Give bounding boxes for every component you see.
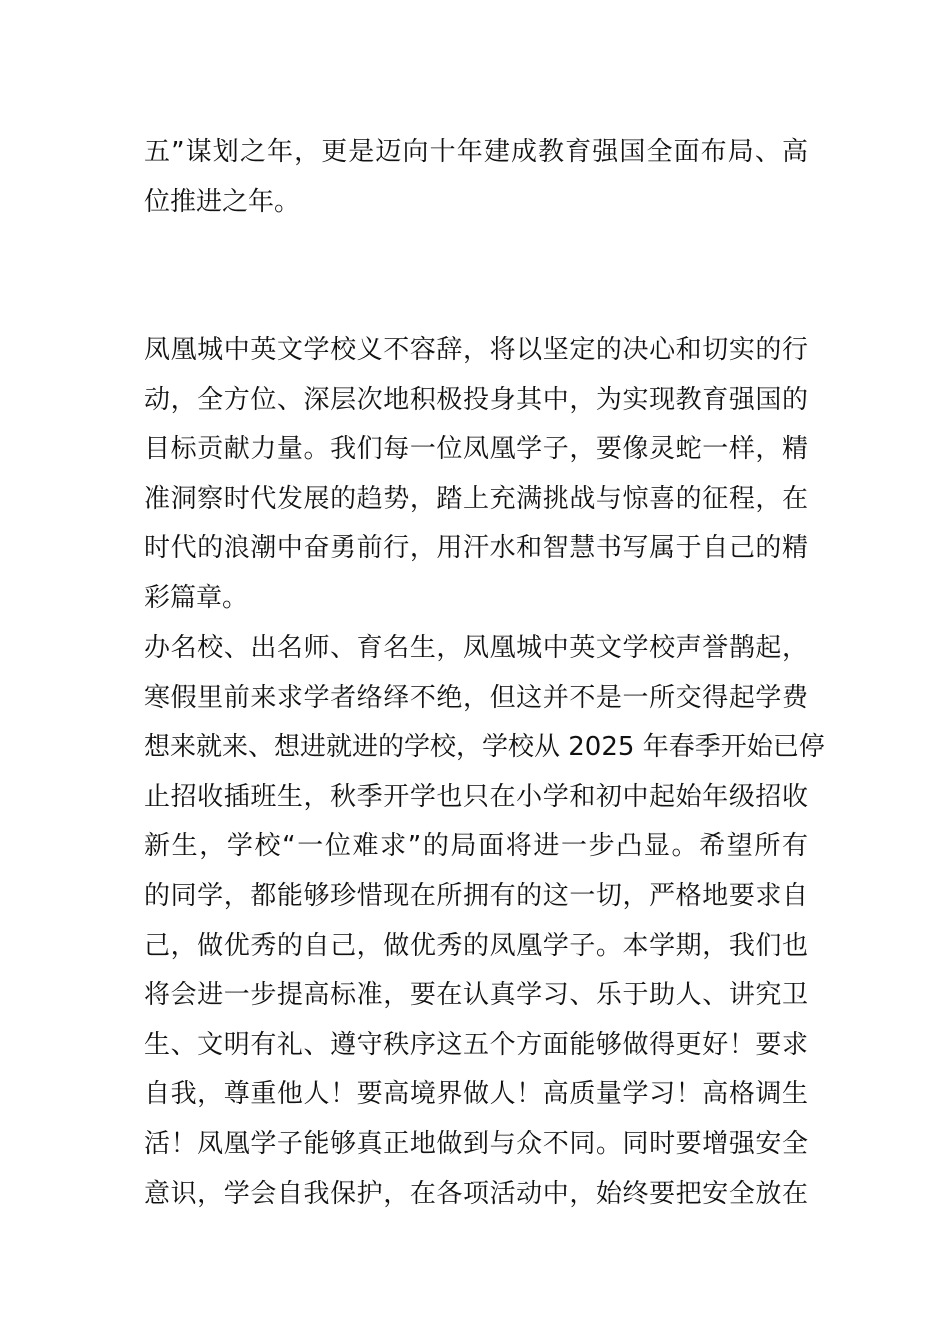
text-line: 凤凰城中英文学校义不容辞，将以坚定的决心和切实的行: [144, 335, 808, 365]
text-line: 位推进之年。: [144, 186, 301, 217]
text-line: 五”谋划之年，更是迈向十年建成教育强国全面布局、高: [144, 137, 808, 167]
text-line: 新生，学校“一位难求”的局面将进一步凸显。希望所有: [144, 831, 808, 862]
text-line: 寒假里前来求学者络绎不绝，但这并不是一所交得起学费: [144, 682, 808, 713]
text-line: 时代的浪潮中奋勇前行，用汗水和智慧书写属于自己的精: [144, 533, 808, 564]
text-line: 动，全方位、深层次地积极投身其中，为实现教育强国的: [144, 384, 808, 415]
text-line: 活！凤凰学子能够真正地做到与众不同。同时要增强安全: [144, 1128, 808, 1159]
paragraph-1: [144, 128, 808, 227]
text-line: 意识，学会自我保护，在各项活动中，始终要把安全放在: [144, 1178, 808, 1209]
text-line: 止招收插班生，秋季开学也只在小学和初中起始年级招收: [144, 781, 808, 812]
paragraph-3: [144, 624, 825, 1219]
text-line: 想来就来、想进就进的学校，学校从 2025 年春季开始已停: [144, 732, 825, 763]
text-line: 目标贡献力量。我们每一位凤凰学子，要像灵蛇一样，精: [144, 434, 808, 465]
text-line: 将会进一步提高标准，要在认真学习、乐于助人、讲究卫: [144, 980, 808, 1011]
paragraph-2: [144, 326, 808, 624]
text-line: 生、文明有礼、遵守秩序这五个方面能够做得更好！要求: [144, 1029, 808, 1060]
text-line: 彩篇章。: [144, 582, 249, 613]
text-line: 己，做优秀的自己，做优秀的凤凰学子。本学期，我们也: [144, 930, 808, 961]
text-line: 准洞察时代发展的趋势，踏上充满挑战与惊喜的征程，在: [144, 483, 808, 514]
text-line: 办名校、出名师、育名生，凤凰城中英文学校声誉鹊起，: [144, 633, 808, 663]
text-line: 自我，尊重他人！要高境界做人！高质量学习！高格调生: [144, 1079, 808, 1110]
text-line: 的同学，都能够珍惜现在所拥有的这一切，严格地要求自: [144, 880, 808, 911]
